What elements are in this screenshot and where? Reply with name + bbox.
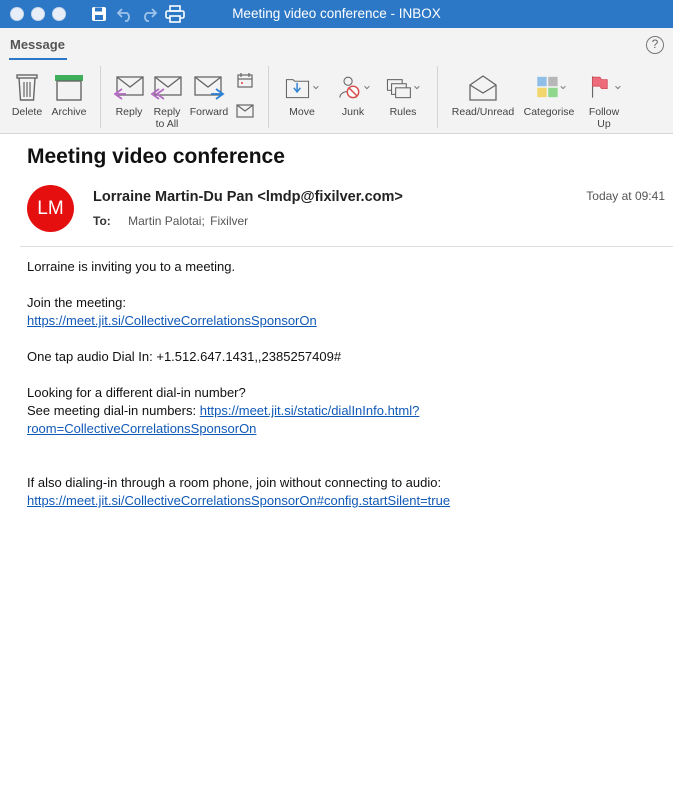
recipient[interactable]: Martin Palotai; — [128, 214, 205, 228]
room-phone-text: If also dialing-in through a room phone, join without connecting to audio: — [27, 475, 442, 490]
reply-all-label-line2: to All — [155, 118, 179, 130]
junk-label: Junk — [341, 106, 365, 118]
move-label: Move — [289, 106, 315, 118]
join-meeting-link[interactable]: https://meet.jit.si/CollectiveCorrelationsSponsorOn — [27, 313, 317, 328]
junk-button[interactable] — [331, 64, 375, 118]
trash-icon — [9, 64, 45, 102]
reply-icon — [111, 64, 147, 102]
archive-icon — [51, 64, 87, 102]
follow-up-label-line2: Up — [597, 118, 611, 130]
reply-all-label — [154, 106, 181, 130]
rules-button[interactable] — [381, 64, 425, 118]
tab-message[interactable]: Message — [10, 37, 65, 52]
read-unread-label: Read/Unread — [451, 106, 515, 118]
help-icon[interactable]: ? — [646, 36, 664, 54]
window-title: Meeting video conference - INBOX — [232, 6, 441, 21]
categorise-button[interactable] — [521, 64, 577, 118]
reply-button[interactable] — [111, 64, 147, 118]
join-label: Join the meeting: — [27, 295, 127, 310]
ribbon-tab-row — [0, 28, 673, 60]
sender-name[interactable]: Lorraine Martin-Du Pan <lmdp@fixilver.com> — [93, 189, 403, 205]
forward-button[interactable] — [188, 64, 230, 118]
read-unread-button[interactable] — [449, 64, 517, 118]
follow-up-label-line1: Follow — [588, 106, 620, 118]
message-timestamp: Today at 09:41 — [586, 189, 665, 203]
move-button[interactable] — [280, 64, 324, 118]
reply-all-button[interactable] — [148, 64, 186, 130]
rules-label: Rules — [389, 106, 417, 118]
dial-in-info-link[interactable]: https://meet.jit.si/static/dialInInfo.html? — [199, 403, 420, 418]
follow-up-label — [589, 106, 619, 130]
delete-button[interactable] — [9, 64, 45, 118]
categorise-icon — [531, 64, 567, 102]
ribbon-toolbar — [0, 60, 673, 134]
dial-in-text: One tap audio Dial In: +1.512.647.1431,,2385257409# — [27, 349, 342, 364]
meeting-reply-icon[interactable] — [236, 72, 256, 92]
body-intro: Lorraine is inviting you to a meeting. — [27, 259, 236, 274]
delete-label: Delete — [11, 106, 43, 118]
move-folder-icon — [284, 64, 320, 102]
attachment-icon[interactable] — [236, 102, 256, 122]
recipients-row — [93, 214, 250, 228]
header-divider — [20, 246, 673, 247]
ribbon-separator — [437, 66, 438, 128]
start-silent-link[interactable]: https://meet.jit.si/CollectiveCorrelationsSponsorOn#config.startSilent=true — [27, 493, 451, 508]
reply-all-icon — [149, 64, 185, 102]
open-envelope-icon — [465, 64, 501, 102]
reply-all-label-line1: Reply — [153, 106, 181, 118]
ribbon-separator — [268, 66, 269, 128]
reply-label: Reply — [115, 106, 143, 118]
see-numbers-text: See meeting dial-in numbers: — [27, 403, 197, 418]
recipient[interactable]: Fixilver — [210, 214, 249, 228]
forward-icon — [191, 64, 227, 102]
junk-icon — [335, 64, 371, 102]
message-subject: Meeting video conference — [27, 145, 285, 168]
flag-icon — [586, 64, 622, 102]
message-body — [27, 258, 657, 510]
ribbon-separator — [100, 66, 101, 128]
archive-button[interactable] — [49, 64, 89, 118]
to-label: To: — [93, 214, 111, 228]
dial-in-info-link-continued[interactable]: room=CollectiveCorrelationsSponsorOn — [27, 421, 257, 436]
avatar[interactable]: LM — [27, 185, 74, 232]
forward-label: Forward — [189, 106, 229, 118]
different-number-text: Looking for a different dial-in number? — [27, 385, 246, 400]
title-bar — [0, 0, 673, 28]
categorise-label: Categorise — [523, 106, 575, 118]
archive-label: Archive — [51, 106, 87, 118]
rules-icon — [385, 64, 421, 102]
follow-up-button[interactable] — [582, 64, 626, 130]
